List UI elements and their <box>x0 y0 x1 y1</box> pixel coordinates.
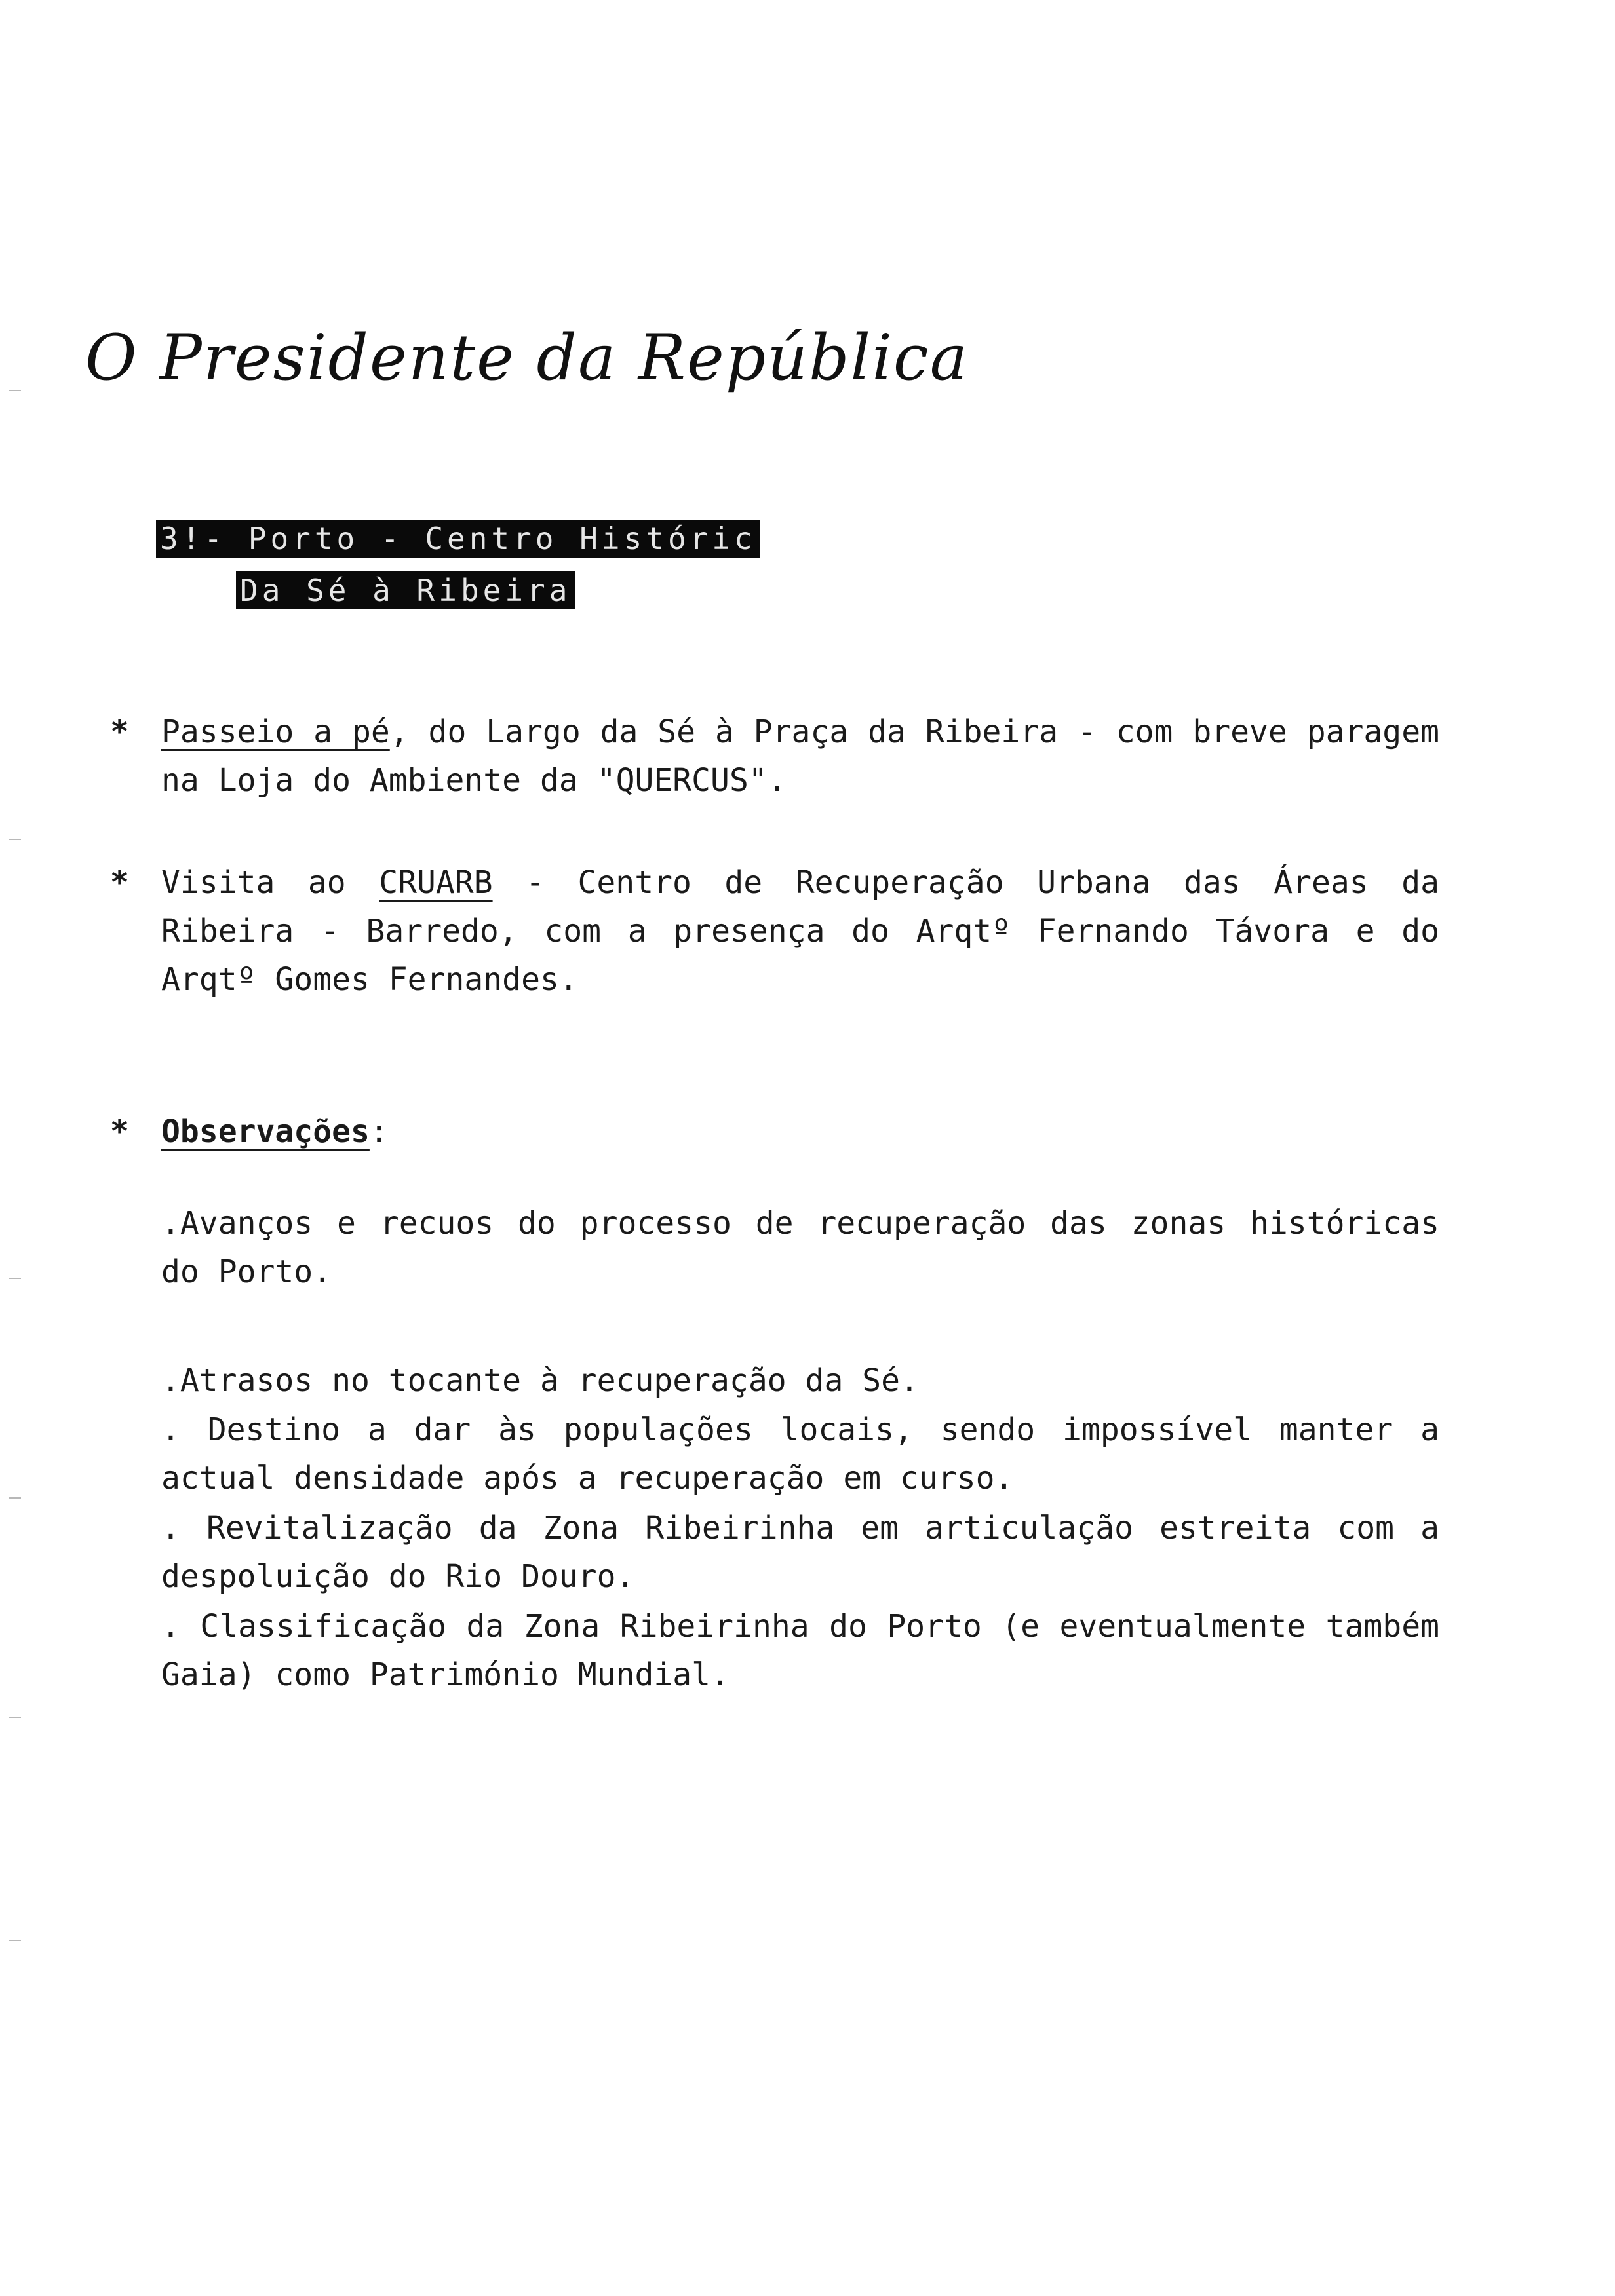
observation-point: .Avanços e recuos do processo de recuperação das zonas históricas do Porto. <box>161 1205 1439 1290</box>
observation-point: . Destino a dar às populações locais, sendo impossível manter a actual densidade após a recuperação em curso. <box>161 1411 1439 1497</box>
letterhead-signature: O Presidente da República <box>85 321 969 394</box>
bullet-marker: * <box>110 714 129 750</box>
section-heading-line-1: 3!- Porto - Centro Históric <box>156 520 760 558</box>
bullet-marker: * <box>110 864 129 901</box>
item-walk <box>161 708 1439 805</box>
scan-edge-mark <box>9 839 21 840</box>
scan-edge-mark <box>9 1940 21 1941</box>
scan-edge-mark <box>9 1717 21 1718</box>
scan-edge-mark <box>9 1278 21 1279</box>
item-visit-underlined: CRUARB <box>379 864 493 901</box>
observations-heading <box>161 1107 1439 1156</box>
bullet-marker: * <box>110 1113 129 1150</box>
observation-point: .Atrasos no tocante à recuperação da Sé. <box>161 1362 919 1399</box>
item-walk-text: , do Largo da Sé à Praça da Ribeira - com breve paragem na Loja do Ambiente da "QUERCUS". <box>161 714 1440 799</box>
observations-colon: : <box>369 1113 389 1150</box>
observation-point: . Classificação da Zona Ribeirinha do Porto (e eventualmente também Gaia) como Património Mundial. <box>161 1608 1439 1693</box>
item-visit <box>161 858 1439 1004</box>
scan-edge-mark <box>9 390 21 391</box>
item-walk-underlined: Passeio a pé <box>161 714 390 750</box>
item-visit-prefix: Visita ao <box>161 864 379 901</box>
section-heading-line-2: Da Sé à Ribeira <box>236 571 575 609</box>
observation-point: . Revitalização da Zona Ribeirinha em articulação estreita com a despoluição do Rio Douro. <box>161 1510 1439 1595</box>
observations-title: Observações <box>161 1113 370 1150</box>
item-visit-text: - Centro de Recuperação Urbana das Áreas da Ribeira - Barredo, com a presença do Arqtº Fernando Távora e do Arqtº Gomes Fernandes. <box>161 864 1439 998</box>
scan-edge-mark <box>9 1497 21 1499</box>
